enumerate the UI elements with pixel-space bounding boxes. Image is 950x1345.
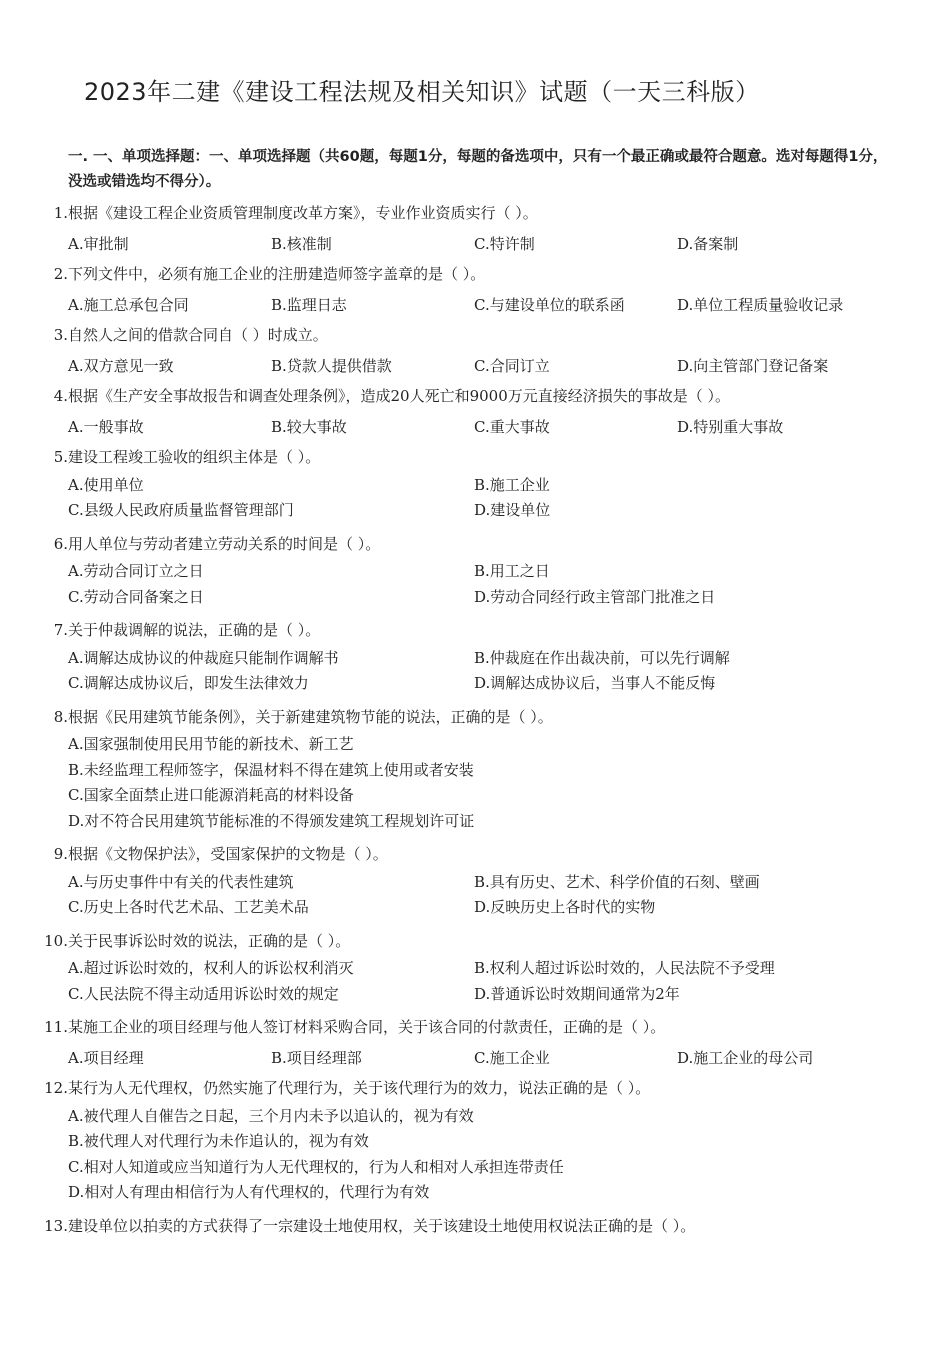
question-number: 7. bbox=[53, 621, 68, 639]
option-group bbox=[68, 412, 914, 443]
option-d: D.劳动合同经行政主管部门批准之日 bbox=[474, 587, 716, 606]
option-b: B.具有历史、艺术、科学价值的石刻、壁画 bbox=[474, 872, 760, 891]
option-group bbox=[68, 351, 914, 382]
question-text: 下列文件中，必须有施工企业的注册建造师签字盖章的是（ ）。 bbox=[68, 265, 486, 283]
question-text: 关于民事诉讼时效的说法，正确的是（ ）。 bbox=[68, 931, 351, 950]
option-d: D.建设单位 bbox=[474, 501, 551, 519]
question-stem bbox=[44, 702, 914, 733]
question-list bbox=[44, 198, 914, 1241]
question-stem bbox=[44, 926, 914, 957]
option-c: C.与建设单位的联系函 bbox=[474, 295, 625, 314]
question-stem bbox=[44, 381, 914, 412]
question-text: 某施工企业的项目经理与他人签订材料采购合同，关于该合同的付款责任，正确的是（ ）。 bbox=[68, 1018, 666, 1036]
option-b: B.仲裁庭在作出裁决前，可以先行调解 bbox=[474, 648, 730, 667]
option-d: D.向主管部门登记备案 bbox=[677, 356, 829, 375]
option-c: C.人民法院不得主动适用诉讼时效的规定 bbox=[68, 984, 339, 1003]
question-text: 根据《民用建筑节能条例》，关于新建建筑物节能的说法，正确的是（ ）。 bbox=[68, 707, 553, 726]
question-number: 5. bbox=[53, 448, 68, 466]
question-number: 12. bbox=[44, 1079, 68, 1097]
question-item bbox=[44, 320, 914, 381]
question-number: 10. bbox=[44, 931, 68, 950]
question-stem bbox=[44, 839, 914, 870]
option-d: D.反映历史上各时代的实物 bbox=[474, 898, 656, 916]
option-d: D.相对人有理由相信行为人有代理权的，代理行为有效 bbox=[68, 1183, 430, 1201]
option-b: B.权利人超过诉讼时效的，人民法院不予受理 bbox=[474, 959, 775, 977]
question-number: 1. bbox=[53, 204, 68, 222]
option-a: A.国家强制使用民用节能的新技术、新工艺 bbox=[68, 735, 354, 753]
question-text: 根据《生产安全事故报告和调查处理条例》，造成20人死亡和9000万元直接经济损失的事故是（ ）。 bbox=[68, 387, 731, 405]
option-d: D.单位工程质量验收记录 bbox=[677, 295, 844, 314]
section-heading: 一. 一、单项选择题：一、单项选择题（共60题，每题1分，每题的备选项中，只有一个最正确或最符合题意。选对每题得1分，没选或错选均不得分）。 bbox=[68, 149, 888, 190]
option-a: A.双方意见一致 bbox=[68, 356, 174, 375]
question-text: 根据《文物保护法》，受国家保护的文物是（ ）。 bbox=[68, 845, 388, 863]
option-a: A.超过诉讼时效的，权利人的诉讼权利消灭 bbox=[68, 959, 354, 977]
option-a: A.施工总承包合同 bbox=[68, 295, 189, 314]
option-c: C.劳动合同备案之日 bbox=[68, 587, 204, 606]
option-group bbox=[68, 290, 914, 321]
question-text: 用人单位与劳动者建立劳动关系的时间是（ ）。 bbox=[68, 534, 381, 553]
question-item bbox=[44, 259, 914, 320]
question-number: 8. bbox=[53, 707, 68, 726]
option-d: D.特别重大事故 bbox=[677, 417, 784, 436]
option-group bbox=[68, 646, 914, 702]
question-stem bbox=[44, 1073, 914, 1104]
option-b: B.较大事故 bbox=[271, 417, 347, 436]
question-stem bbox=[44, 320, 914, 351]
option-c: C.相对人知道或应当知道行为人无代理权的，行为人和相对人承担连带责任 bbox=[68, 1157, 564, 1176]
question-item bbox=[44, 1012, 914, 1073]
question-text: 关于仲裁调解的说法，正确的是（ ）。 bbox=[68, 621, 321, 639]
question-text: 建设单位以拍卖的方式获得了一宗建设土地使用权，关于该建设土地使用权说法正确的是（ ）。 bbox=[68, 1216, 696, 1235]
option-a: A.审批制 bbox=[68, 234, 129, 253]
option-c: C.历史上各时代艺术品、工艺美术品 bbox=[68, 898, 309, 916]
option-c: C.县级人民政府质量监督管理部门 bbox=[68, 501, 294, 519]
question-item bbox=[44, 702, 914, 840]
option-group bbox=[68, 956, 914, 1012]
question-stem bbox=[44, 442, 914, 473]
option-b: B.核准制 bbox=[271, 234, 332, 253]
option-a: A.与历史事件中有关的代表性建筑 bbox=[68, 872, 294, 891]
question-item bbox=[44, 1073, 914, 1211]
option-a: A.项目经理 bbox=[68, 1048, 144, 1067]
option-c: C.合同订立 bbox=[474, 356, 550, 375]
question-number: 6. bbox=[53, 534, 68, 553]
option-b: B.未经监理工程师签字，保温材料不得在建筑上使用或者安装 bbox=[68, 760, 474, 779]
option-group bbox=[68, 1043, 914, 1074]
option-b: B.用工之日 bbox=[474, 562, 550, 580]
option-group bbox=[68, 1104, 914, 1211]
option-a: A.调解达成协议的仲裁庭只能制作调解书 bbox=[68, 648, 339, 667]
option-group bbox=[68, 229, 914, 260]
option-c: C.国家全面禁止进口能源消耗高的材料设备 bbox=[68, 786, 354, 804]
question-item bbox=[44, 381, 914, 442]
question-stem bbox=[44, 1211, 914, 1242]
question-text: 根据《建设工程企业资质管理制度改革方案》，专业作业资质实行（ ）。 bbox=[68, 204, 538, 222]
question-text: 某行为人无代理权，仍然实施了代理行为，关于该代理行为的效力，说法正确的是（ ）。 bbox=[68, 1079, 651, 1097]
question-item bbox=[44, 839, 914, 926]
option-a: A.劳动合同订立之日 bbox=[68, 562, 204, 580]
option-d: D.备案制 bbox=[677, 234, 739, 253]
question-item bbox=[44, 926, 914, 1013]
question-item bbox=[44, 442, 914, 529]
option-b: B.项目经理部 bbox=[271, 1048, 362, 1067]
option-b: B.监理日志 bbox=[271, 295, 347, 314]
question-item bbox=[44, 1211, 914, 1242]
option-a: A.被代理人自催告之日起，三个月内未予以追认的，视为有效 bbox=[68, 1106, 474, 1125]
option-b: B.贷款人提供借款 bbox=[271, 356, 392, 375]
option-d: D.调解达成协议后，当事人不能反悔 bbox=[474, 674, 716, 692]
question-stem bbox=[44, 615, 914, 646]
option-group bbox=[68, 870, 914, 926]
option-c: C.施工企业 bbox=[474, 1048, 550, 1067]
question-item bbox=[44, 615, 914, 702]
question-text: 建设工程竣工验收的组织主体是（ ）。 bbox=[68, 448, 321, 466]
question-stem bbox=[44, 1012, 914, 1043]
question-stem bbox=[44, 259, 914, 290]
question-number: 2. bbox=[53, 265, 68, 283]
question-item bbox=[44, 529, 914, 616]
option-group bbox=[68, 732, 914, 839]
option-d: D.施工企业的母公司 bbox=[677, 1048, 814, 1067]
option-d: D.对不符合民用建筑节能标准的不得颁发建筑工程规划许可证 bbox=[68, 811, 475, 830]
option-c: C.特许制 bbox=[474, 234, 535, 253]
page-title: 2023年二建《建设工程法规及相关知识》试题（一天三科版） bbox=[84, 78, 760, 106]
question-number: 13. bbox=[44, 1216, 68, 1235]
option-a: A.使用单位 bbox=[68, 475, 144, 494]
question-number: 11. bbox=[44, 1018, 68, 1036]
question-number: 4. bbox=[53, 387, 68, 405]
option-c: C.重大事故 bbox=[474, 417, 550, 436]
option-b: B.被代理人对代理行为未作追认的，视为有效 bbox=[68, 1132, 369, 1150]
question-text: 自然人之间的借款合同自（ ）时成立。 bbox=[68, 326, 328, 344]
question-stem bbox=[44, 198, 914, 229]
question-stem bbox=[44, 529, 914, 560]
option-group bbox=[68, 473, 914, 529]
option-d: D.普通诉讼时效期间通常为2年 bbox=[474, 984, 680, 1003]
question-item bbox=[44, 198, 914, 259]
option-group bbox=[68, 559, 914, 615]
option-a: A.一般事故 bbox=[68, 417, 144, 436]
option-c: C.调解达成协议后，即发生法律效力 bbox=[68, 674, 309, 692]
question-number: 9. bbox=[53, 845, 68, 863]
option-b: B.施工企业 bbox=[474, 475, 550, 494]
question-number: 3. bbox=[53, 326, 68, 344]
